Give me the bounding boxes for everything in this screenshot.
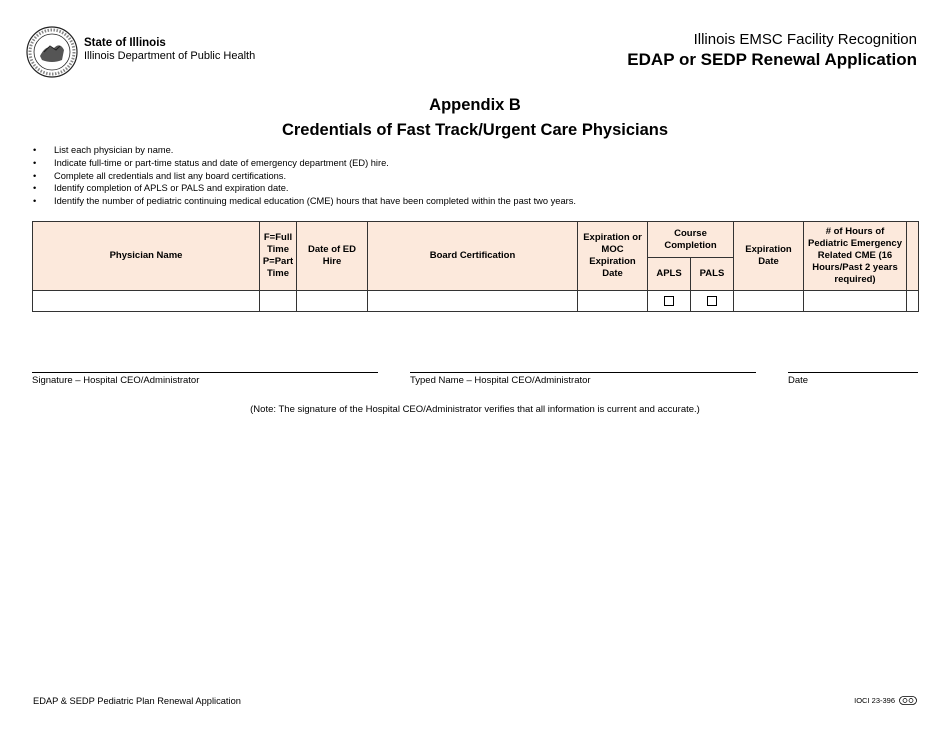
- signature-label: Signature – Hospital CEO/Administrator: [32, 375, 200, 386]
- footer-form-code: [854, 696, 917, 705]
- header-expiration-date: Expiration Date: [734, 222, 804, 291]
- cell-pals: [691, 291, 734, 312]
- instruction-text: Identify completion of APLS or PALS and expiration date.: [54, 183, 289, 194]
- cell-expiration-date[interactable]: [734, 291, 804, 312]
- verification-note: (Note: The signature of the Hospital CEO/Administrator verifies that all information is current and accurate.): [250, 404, 700, 415]
- instruction-item: [33, 170, 576, 183]
- form-title: EDAP or SEDP Renewal Application: [627, 50, 917, 69]
- page-title: Credentials of Fast Track/Urgent Care Physicians: [281, 121, 669, 139]
- header-cme-hours: # of Hours of Pediatric Emergency Related CME (16 Hours/Past 2 years required): [804, 222, 907, 291]
- bullet-icon: •: [33, 157, 37, 168]
- signature-line[interactable]: [32, 372, 378, 373]
- instruction-item: [33, 144, 576, 157]
- header-apls: APLS: [648, 258, 691, 291]
- footer-title: EDAP & SEDP Pediatric Plan Renewal Application: [33, 696, 241, 706]
- header-status: [260, 222, 297, 291]
- cell-cme-hours[interactable]: [804, 291, 907, 312]
- pals-checkbox[interactable]: [707, 296, 717, 306]
- instruction-text: Identify the number of pediatric continuing medical education (CME) hours that have been completed within the past two years.: [54, 196, 576, 207]
- program-name: Illinois EMSC Facility Recognition: [693, 31, 917, 48]
- table-row: [33, 291, 919, 312]
- instruction-item: [33, 195, 576, 208]
- header-expiration-moc: Expiration or MOC Expiration Date: [578, 222, 648, 291]
- header-extra: [907, 222, 919, 291]
- print-shop-logo-icon: [899, 696, 917, 705]
- date-label: Date: [788, 375, 809, 386]
- cell-apls: [648, 291, 691, 312]
- cell-expiration-moc[interactable]: [578, 291, 648, 312]
- cell-status[interactable]: [260, 291, 297, 312]
- instruction-text: List each physician by name.: [54, 145, 174, 155]
- bullet-icon: •: [33, 183, 37, 194]
- header-status-part: P=Part Time: [262, 256, 294, 279]
- header-board-certification: Board Certification: [368, 222, 578, 291]
- header-ed-hire: Date of ED Hire: [297, 222, 368, 291]
- instructions-list: [33, 144, 576, 208]
- typed-name-label: Typed Name – Hospital CEO/Administrator: [410, 375, 591, 386]
- form-code: IOCI 23-396: [854, 696, 895, 705]
- instruction-item: [33, 157, 576, 170]
- header-pals: PALS: [691, 258, 734, 291]
- header-right: [627, 30, 917, 71]
- instruction-item: [33, 182, 576, 195]
- cell-physician-name[interactable]: [33, 291, 260, 312]
- state-seal-logo: [26, 26, 78, 78]
- instruction-text: Complete all credentials and list any board certifications.: [54, 170, 287, 181]
- bullet-icon: •: [33, 196, 37, 207]
- org-state: State of Illinois: [84, 37, 166, 49]
- apls-checkbox[interactable]: [664, 296, 674, 306]
- org-block: [84, 37, 255, 63]
- cell-ed-hire[interactable]: [297, 291, 368, 312]
- cell-board-certification[interactable]: [368, 291, 578, 312]
- header-physician-name: Physician Name: [33, 222, 260, 291]
- appendix-title: Appendix B: [429, 96, 521, 114]
- cell-extra: [907, 291, 919, 312]
- bullet-icon: •: [33, 145, 37, 155]
- header-status-full: F=Full Time: [263, 232, 293, 255]
- credentials-table: [32, 221, 919, 312]
- header-course-completion: Course Completion: [648, 222, 734, 258]
- typed-name-line[interactable]: [410, 372, 756, 373]
- date-line[interactable]: [788, 372, 918, 373]
- instruction-text: Indicate full-time or part-time status and date of emergency department (ED) hire.: [54, 157, 389, 168]
- org-department: Illinois Department of Public Health: [84, 50, 256, 62]
- bullet-icon: •: [33, 170, 37, 181]
